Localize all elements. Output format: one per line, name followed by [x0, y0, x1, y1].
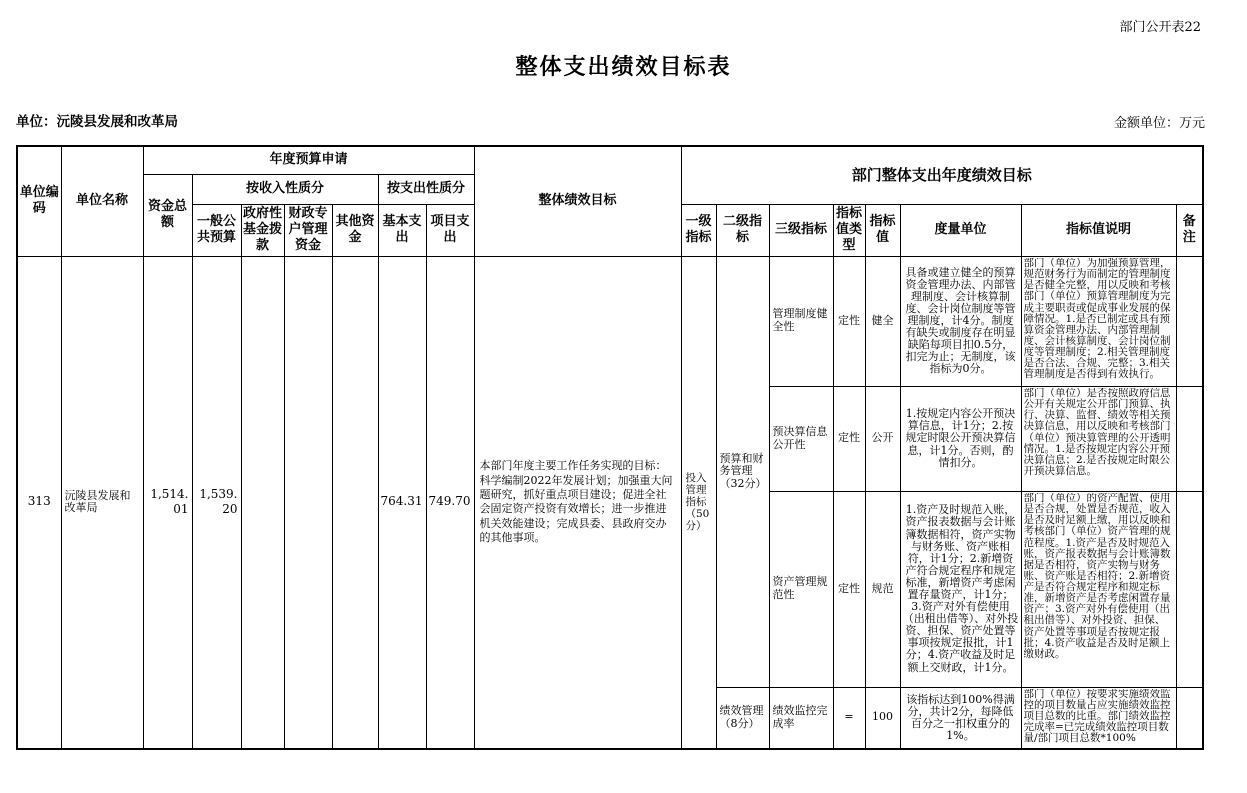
cell-level3: 管理制度健全性 [769, 256, 833, 386]
header-level1: 一级指标 [681, 204, 716, 256]
cell-remark [1176, 491, 1203, 687]
cell-value-type: 定性 [833, 386, 865, 491]
cell-measure-unit [900, 256, 1021, 386]
amount-unit-label: 金额单位：万元 [1113, 116, 1205, 131]
header-by-income: 按收入性质分 [192, 174, 378, 204]
form-number-label: 部门公开表22 [1119, 20, 1201, 35]
cell-value-desc [1021, 256, 1176, 386]
cell-value: 100 [865, 687, 900, 749]
cell-value: 健全 [865, 256, 900, 386]
value-desc-text: 部门（单位）是否按照政府信息公开有关规定公开部门预算、执行、决算、监督、绩效等相关预决算信息，用以反映和考核部门（单位）预决算管理的公开透明情况。1.是否按规定内容公开预决算信息；2.是否按规定时限公开预决算信息。 [1023, 388, 1171, 477]
cell-other-funds [332, 256, 378, 749]
cell-remark [1176, 386, 1203, 491]
header-total-funds: 资金总额 [143, 174, 192, 256]
page-title: 整体支出绩效目标表 [515, 55, 732, 80]
cell-level1 [681, 256, 716, 749]
header-annual-budget: 年度预算申请 [143, 146, 474, 174]
table-row [17, 256, 1203, 386]
header-dept-annual-target: 部门整体支出年度绩效目标 [681, 146, 1203, 204]
header-by-expenditure: 按支出性质分 [378, 174, 474, 204]
header-value: 指标值 [865, 204, 900, 256]
value-desc-text: 部门（单位）为加强预算管理，规范财务行为而制定的管理制度是否健全完整，用以反映和考核部门（单位）预算管理制度为完成主要职责或促成事业发展的保障情况。1.是否已制定或具有预算资金管理办法、内部管理制度、会计核算制度、会计岗位制度等管理制度；2.相关管理制度是否合法、合规、完整；3.相关管理制度是否得到有效执行。 [1023, 258, 1171, 381]
cell-level3: 预决算信息公开性 [769, 386, 833, 491]
cell-measure-unit [900, 491, 1021, 687]
header-project-expenditure: 项目支出 [426, 204, 474, 256]
cell-value: 规范 [865, 491, 900, 687]
cell-project-expenditure: 749.70 [426, 256, 474, 749]
header-remark: 备注 [1176, 204, 1203, 256]
cell-basic-expenditure: 764.31 [378, 256, 426, 749]
cell-value-type: 定性 [833, 256, 865, 386]
value-desc-text: 部门（单位）按要求实施绩效监控的项目数量占应实施绩效监控项目总数的比重。部门绩效监控完成率=已完成绩效监控项目数量/部门项目总数*100% [1023, 688, 1171, 745]
cell-unit-code: 313 [17, 256, 61, 749]
header-basic-expenditure: 基本支出 [378, 204, 426, 256]
cell-general-public-budget: 1,539.20 [192, 256, 241, 749]
cell-value-desc [1021, 687, 1176, 749]
header-row-1 [17, 146, 1203, 174]
cell-level2-performance-mgmt: 绩效管理（8分） [716, 687, 769, 749]
cell-level3: 绩效监控完成率 [769, 687, 833, 749]
cell-level2-budget-finance: 预算和财务管理（32分） [716, 256, 769, 687]
overall-target-text: 本部门年度主要工作任务实现的目标：科学编制2022年发展计划；加强重大问题研究，抓好重点项目建设；促进全社会固定资产投资有效增长；进一步推进机关效能建设；完成县委、县政府交办的其他事项。 [479, 459, 673, 544]
header-measure-unit: 度量单位 [900, 204, 1021, 256]
cell-value-desc [1021, 386, 1176, 491]
cell-unit-name: 沅陵县发展和改革局 [61, 256, 143, 749]
measure-unit-text: 1.按规定内容公开预决算信息，计1分；2.按规定时限公开预决算信息，计1分。否则，酌情扣分。 [905, 407, 1016, 469]
cell-remark [1176, 687, 1203, 749]
header-unit-code: 单位编码 [17, 146, 61, 256]
performance-target-table [16, 145, 1204, 750]
cell-overall-target [474, 256, 681, 749]
cell-value-type: = [833, 687, 865, 749]
cell-remark [1176, 256, 1203, 386]
level1-text: 投入管理指标（50分） [685, 472, 710, 533]
value-desc-text: 部门（单位）的资产配置、使用是否合规，处置是否规范，收入是否及时足额上缴，用以反映和考核部门（单位）资产管理的规范程度。1.资产是否及时规范入账，资产报表数据与会计账簿数据是否相符，资产实物与财务账、资产账是否相符；2.新增资产是否符合规定程序和规定标准，新增资产是否考虑闲置存量资产；3.资产对外有偿使用（出租出借等）、对外投资、担保、资产处置等事项是否按规定报批；4.资产收益是否及时足额上缴财政。 [1023, 493, 1171, 660]
header-gov-fund-grant: 政府性基金拨款 [241, 204, 284, 256]
header-value-type: 指标值类型 [833, 204, 865, 256]
cell-value-type: 定性 [833, 491, 865, 687]
header-value-desc: 指标值说明 [1021, 204, 1176, 256]
cell-value-desc [1021, 491, 1176, 687]
header-overall-target: 整体绩效目标 [474, 146, 681, 256]
cell-level3: 资产管理规范性 [769, 491, 833, 687]
measure-unit-text: 1.资产及时规范入账，资产报表数据与会计账簿数据相符，资产实物与财务账、资产账相符，计1分；2.新增资产符合规定程序和规定标准，新增资产考虑闲置存量资产，计1分；3.资产对外有偿使用（出租出借等）、对外投资、担保、资产处置等事项按规定报批，计1分；4.资产收益及时足额上交财政，计1分。 [902, 503, 1019, 674]
header-other-funds: 其他资金 [332, 204, 378, 256]
header-level3: 三级指标 [769, 204, 833, 256]
measure-unit-text: 该指标达到100%得满分，共计2分，每降低百分之一扣权重分的1%。 [906, 692, 1015, 742]
measure-unit-text: 具备或建立健全的预算资金管理办法、内部管理制度、会计核算制度、会计岗位制度等管理制度，计4分。制度有缺失或制度存在明显缺陷每项目扣0.5分，扣完为止；无制度，该指标为0分。 [905, 265, 1016, 376]
cell-total-funds: 1,514.01 [143, 256, 192, 749]
cell-gov-fund-grant [241, 256, 284, 749]
header-fiscal-account-funds: 财政专户管理资金 [284, 204, 332, 256]
header-level2: 二级指标 [716, 204, 769, 256]
unit-name-line: 单位：沅陵县发展和改革局 [16, 114, 178, 130]
cell-measure-unit [900, 687, 1021, 749]
header-general-public-budget: 一般公共预算 [192, 204, 241, 256]
cell-measure-unit [900, 386, 1021, 491]
cell-fiscal-account-funds [284, 256, 332, 749]
cell-value: 公开 [865, 386, 900, 491]
header-unit-name: 单位名称 [61, 146, 143, 256]
